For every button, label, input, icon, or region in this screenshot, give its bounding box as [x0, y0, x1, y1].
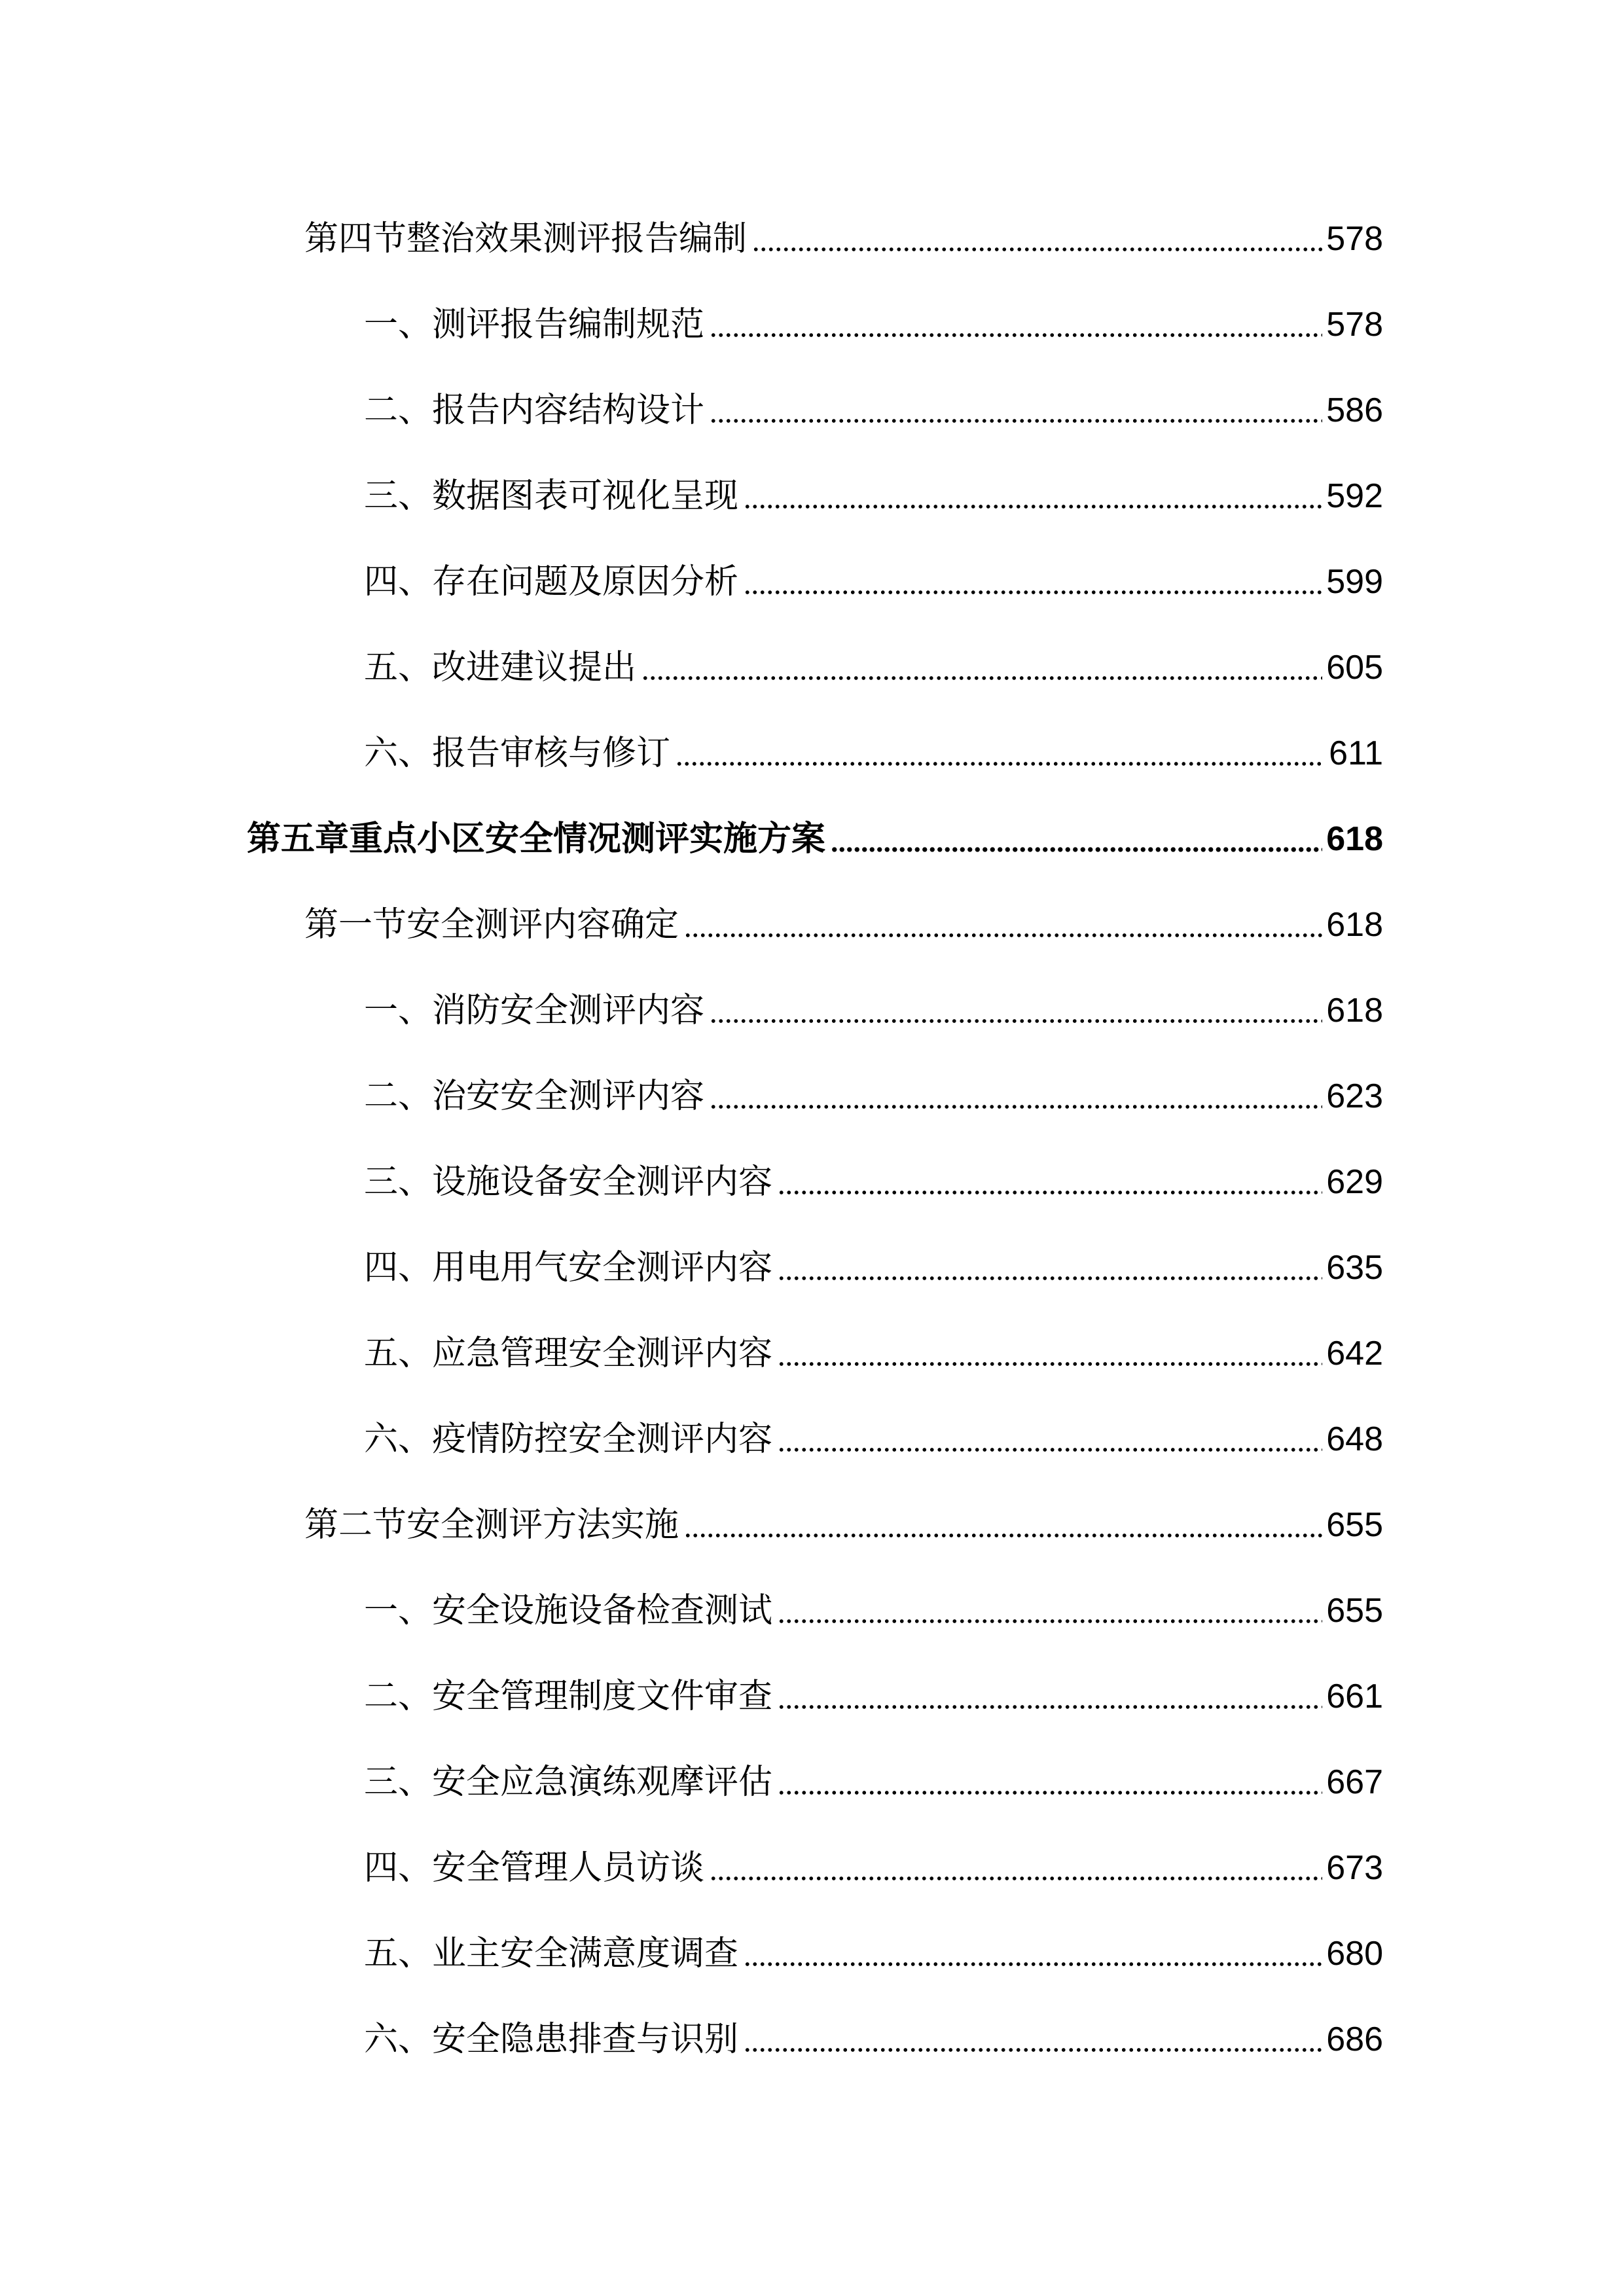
- dot-leader: [744, 2047, 1322, 2053]
- toc-entry-item[interactable]: [364, 1759, 1383, 1805]
- toc-entry-section[interactable]: [304, 902, 1383, 948]
- toc-page-number: 686: [1326, 2020, 1383, 2058]
- dot-leader: [641, 675, 1322, 681]
- dot-leader: [831, 846, 1322, 853]
- dot-leader: [744, 503, 1322, 510]
- toc-entry-title: 四、用电用气安全测评内容: [364, 1248, 773, 1287]
- dot-leader: [778, 1789, 1322, 1796]
- dot-leader: [752, 246, 1322, 253]
- toc-page-number: 578: [1326, 306, 1383, 344]
- toc-entry-item[interactable]: [364, 1073, 1383, 1119]
- toc-entry-item[interactable]: [364, 559, 1383, 605]
- toc-entry-section[interactable]: [304, 216, 1383, 262]
- toc-entry-item[interactable]: [364, 387, 1383, 433]
- toc-page-number: 680: [1326, 1935, 1383, 1973]
- toc-entry-item[interactable]: [364, 2017, 1383, 2062]
- dot-leader: [778, 1446, 1322, 1453]
- dot-leader: [710, 1018, 1322, 1024]
- toc-entry-chapter[interactable]: [247, 816, 1383, 862]
- toc-entry-item[interactable]: [364, 1245, 1383, 1291]
- toc-page-number: 592: [1326, 477, 1383, 515]
- dot-leader: [778, 1704, 1322, 1710]
- toc-page-number: 599: [1326, 563, 1383, 601]
- toc-entry-item[interactable]: [364, 1674, 1383, 1719]
- toc-entry-title: 第二节安全测评方法实施: [304, 1505, 679, 1545]
- dot-leader: [778, 1189, 1322, 1196]
- toc-page-number: 605: [1326, 649, 1383, 687]
- dot-leader: [744, 589, 1322, 596]
- toc-entry-title: 四、存在问题及原因分析: [364, 562, 739, 601]
- toc-entry-title: 第一节安全测评内容确定: [304, 905, 679, 944]
- toc-page-number: 611: [1329, 734, 1383, 772]
- toc-entry-item[interactable]: [364, 1159, 1383, 1205]
- toc-entry-title: 二、报告内容结构设计: [364, 391, 705, 430]
- toc-page-number: 667: [1326, 1763, 1383, 1801]
- toc-entry-title: 二、安全管理制度文件审查: [364, 1677, 773, 1716]
- toc-entry-title: 一、测评报告编制规范: [364, 305, 705, 344]
- toc-entry-title: 二、治安安全测评内容: [364, 1077, 705, 1116]
- toc-page-number: 655: [1326, 1592, 1383, 1630]
- toc-page-number: 642: [1326, 1335, 1383, 1372]
- toc-entry-item[interactable]: [364, 473, 1383, 519]
- toc-page-number: 661: [1326, 1677, 1383, 1715]
- toc-page-number: 655: [1326, 1506, 1383, 1544]
- toc-entry-item[interactable]: [364, 1588, 1383, 1634]
- toc-entry-title: 六、报告审核与修订: [364, 734, 671, 773]
- toc-entry-item[interactable]: [364, 1845, 1383, 1891]
- toc-entry-title: 四、安全管理人员访谈: [364, 1848, 705, 1888]
- toc-page-number: 618: [1326, 820, 1383, 858]
- toc-page-number: 635: [1326, 1249, 1383, 1287]
- dot-leader: [778, 1618, 1322, 1624]
- dot-leader: [710, 332, 1322, 338]
- toc-entry-item[interactable]: [364, 1416, 1383, 1462]
- toc-entry-title: 五、应急管理安全测评内容: [364, 1334, 773, 1373]
- toc-entry-item[interactable]: [364, 645, 1383, 691]
- toc-entry-title: 一、消防安全测评内容: [364, 991, 705, 1030]
- toc-entry-section[interactable]: [304, 1502, 1383, 1548]
- toc-page-number: 648: [1326, 1420, 1383, 1458]
- toc-entry-title: 第五章重点小区安全情况测评实施方案: [247, 819, 826, 859]
- toc-entry-item[interactable]: [364, 988, 1383, 1033]
- dot-leader: [710, 418, 1322, 424]
- dot-leader: [684, 932, 1322, 939]
- toc-entry-item[interactable]: [364, 302, 1383, 348]
- dot-leader: [710, 1875, 1322, 1882]
- toc-entry-title: 一、安全设施设备检查测试: [364, 1591, 773, 1630]
- toc-entry-title: 三、设施设备安全测评内容: [364, 1162, 773, 1202]
- toc-entry-title: 五、改进建议提出: [364, 648, 637, 687]
- toc-entry-title: 五、业主安全满意度调查: [364, 1934, 739, 1973]
- toc-entry-item[interactable]: [364, 1931, 1383, 1977]
- toc-entry-title: 六、疫情防控安全测评内容: [364, 1420, 773, 1459]
- toc-entry-title: 六、安全隐患排查与识别: [364, 2020, 739, 2059]
- toc-page-number: 578: [1326, 220, 1383, 258]
- toc-page-number: 629: [1326, 1163, 1383, 1201]
- toc-entry-item[interactable]: [364, 1331, 1383, 1376]
- dot-leader: [778, 1275, 1322, 1282]
- dot-leader: [676, 761, 1325, 767]
- toc-entry-title: 第四节整治效果测评报告编制: [304, 219, 748, 259]
- dot-leader: [778, 1361, 1322, 1367]
- dot-leader: [710, 1103, 1322, 1110]
- dot-leader: [684, 1532, 1322, 1539]
- toc-entry-item[interactable]: [364, 730, 1383, 776]
- toc-entry-title: 三、数据图表可视化呈现: [364, 476, 739, 516]
- toc-page-number: 673: [1326, 1849, 1383, 1887]
- dot-leader: [744, 1961, 1322, 1967]
- toc-page-number: 623: [1326, 1077, 1383, 1115]
- toc-page-number: 618: [1326, 992, 1383, 1030]
- toc-page-number: 586: [1326, 391, 1383, 429]
- toc-page-number: 618: [1326, 906, 1383, 944]
- toc-entry-title: 三、安全应急演练观摩评估: [364, 1763, 773, 1802]
